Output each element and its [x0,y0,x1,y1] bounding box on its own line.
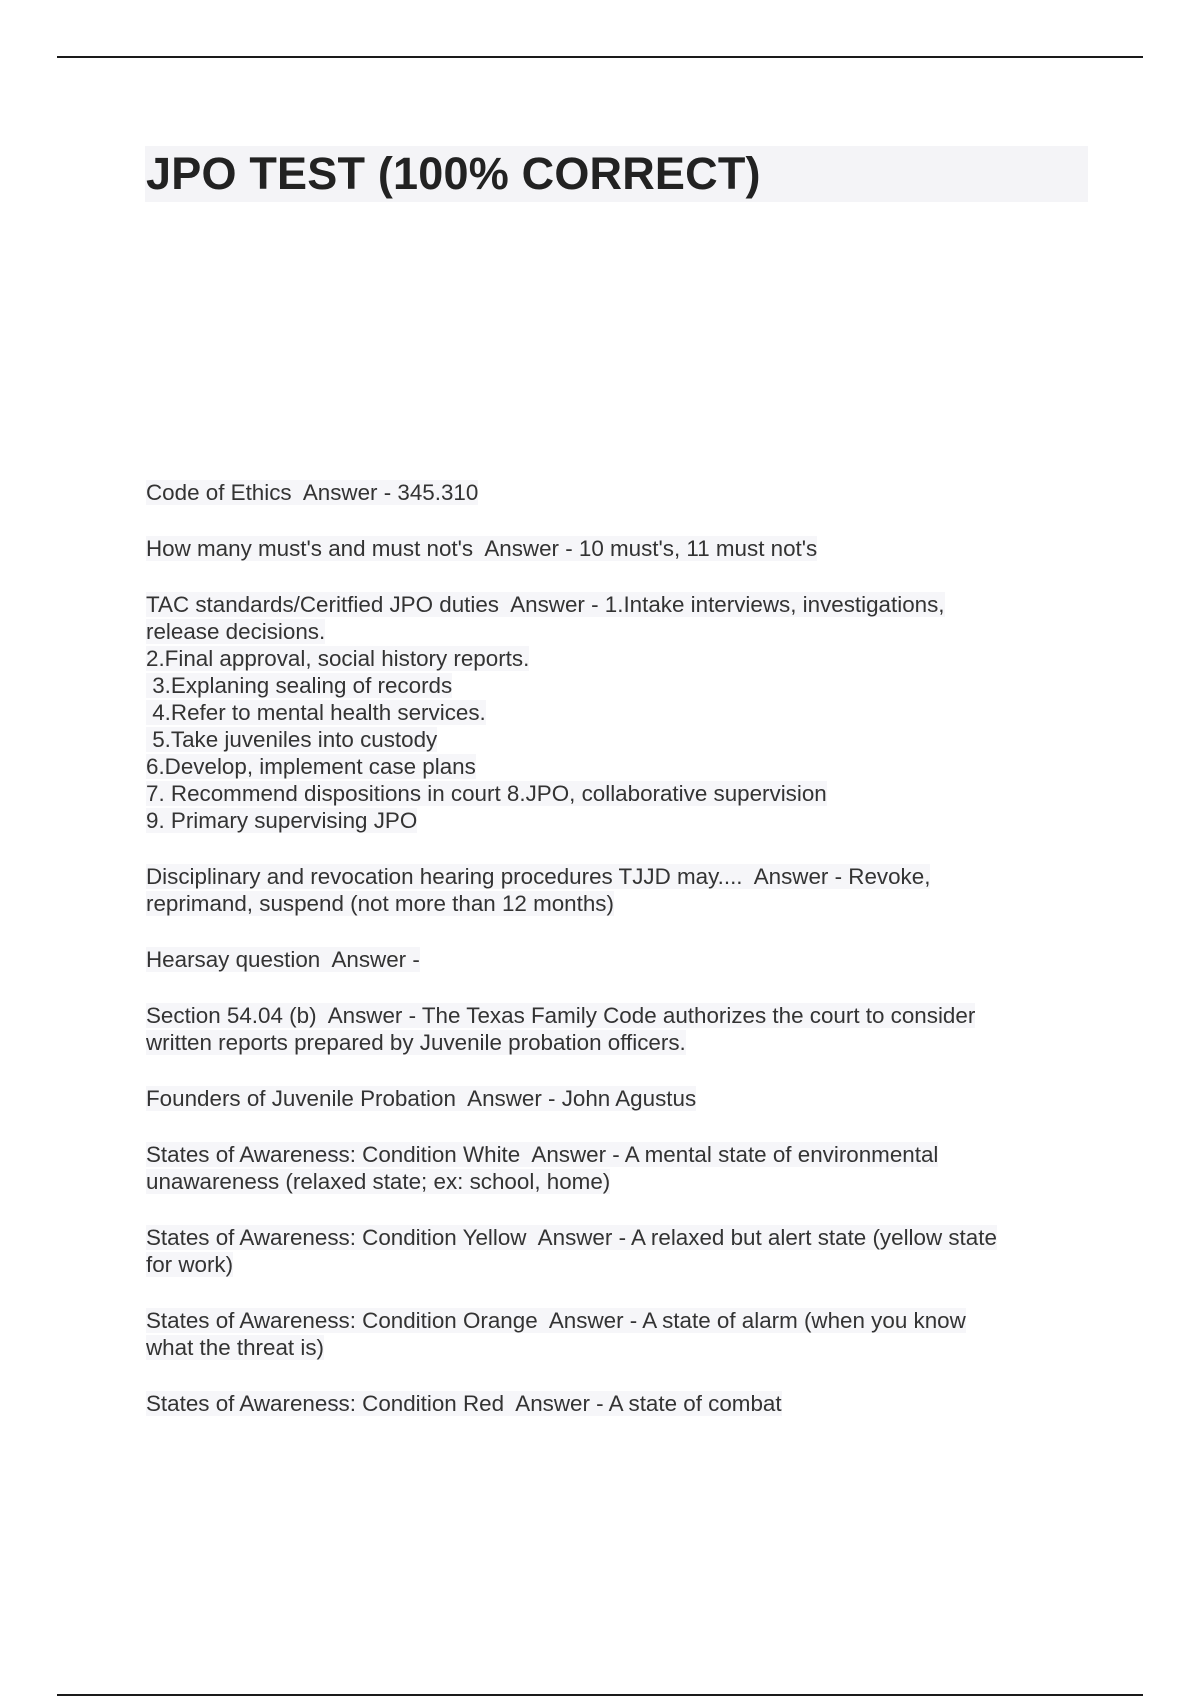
entry-line: written reports prepared by Juvenile probation officers. [146,1030,686,1055]
qa-entry [146,1390,1096,1417]
entry-line: 3.Explaning sealing of records [146,673,453,698]
document-title: JPO TEST (100% CORRECT) [146,148,761,199]
entry-line: Founders of Juvenile Probation Answer - John Agustus [146,1086,697,1111]
entry-line: 2.Final approval, social history reports. [146,646,530,671]
qa-entry [146,479,1096,506]
entry-line: release decisions. [146,619,326,644]
entry-line: reprimand, suspend (not more than 12 months) [146,891,614,916]
entry-line: 5.Take juveniles into custody [146,727,438,752]
entry-line: Hearsay question Answer - [146,947,420,972]
top-rule [57,56,1143,58]
qa-entry [146,535,1096,562]
entry-line: States of Awareness: Condition White Answer - A mental state of environmental [146,1142,939,1167]
qa-entry [146,591,1096,834]
entry-line: States of Awareness: Condition Yellow Answer - A relaxed but alert state (yellow state [146,1225,997,1250]
entry-line: Disciplinary and revocation hearing procedures TJJD may.... Answer - Revoke, [146,864,931,889]
qa-entry [146,1002,1096,1056]
entry-line: 4.Refer to mental health services. [146,700,486,725]
entry-line: what the threat is) [146,1335,324,1360]
entry-line: 9. Primary supervising JPO [146,808,418,833]
qa-entry [146,1307,1096,1361]
entry-line: How many must's and must not's Answer - 10 must's, 11 must not's [146,536,818,561]
entry-line: unawareness (relaxed state; ex: school, home) [146,1169,611,1194]
entry-line: 6.Develop, implement case plans [146,754,476,779]
qa-entry [146,863,1096,917]
entry-line: States of Awareness: Condition Red Answer - A state of combat [146,1391,782,1416]
bottom-rule [57,1694,1143,1696]
entry-line: TAC standards/Ceritfied JPO duties Answer - 1.Intake interviews, investigations, [146,592,945,617]
qa-list [146,479,1096,1446]
entry-line: 7. Recommend dispositions in court 8.JPO, collaborative supervision [146,781,827,806]
entry-line: for work) [146,1252,234,1277]
qa-entry [146,946,1096,973]
qa-entry [146,1224,1096,1278]
entry-line: Section 54.04 (b) Answer - The Texas Family Code authorizes the court to consider [146,1003,976,1028]
qa-entry [146,1085,1096,1112]
entry-line: Code of Ethics Answer - 345.310 [146,480,479,505]
qa-entry [146,1141,1096,1195]
entry-line: States of Awareness: Condition Orange Answer - A state of alarm (when you know [146,1308,966,1333]
